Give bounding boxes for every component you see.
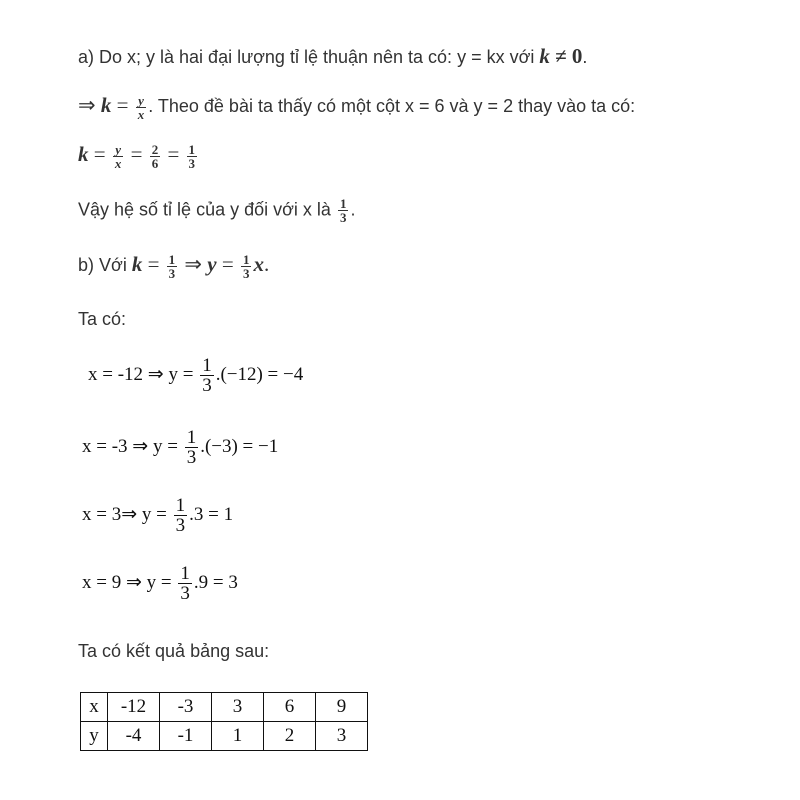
equals: =: [216, 252, 239, 276]
fraction-1-over-3: [178, 564, 192, 603]
calc-line-1: [88, 356, 303, 395]
implies-arrow: ⇒: [179, 252, 208, 276]
calc-prefix: x = -3 ⇒ y =: [82, 435, 183, 457]
part-a-line-1: [78, 44, 740, 69]
denominator: 3: [186, 447, 197, 468]
denominator: x: [137, 106, 145, 121]
fraction-1-over-3: [241, 253, 252, 280]
part-b-line: [78, 252, 269, 280]
y-symbol: y: [207, 252, 217, 276]
part-a-line-3: [78, 142, 199, 170]
k-symbol: k: [78, 142, 89, 166]
fraction-1-over-3: [185, 428, 199, 467]
part-a-conclusion: [78, 197, 355, 224]
numerator: 1: [168, 251, 176, 267]
calc-suffix: .9 = 3: [193, 571, 238, 593]
numerator: y: [113, 143, 124, 157]
fraction-1-over-3: [174, 496, 188, 535]
numerator: y: [136, 94, 147, 108]
result-table: [80, 692, 368, 751]
table-cell: 9: [316, 693, 368, 722]
period: .: [263, 252, 270, 276]
numerator: 1: [339, 196, 347, 211]
calc-line-3: [82, 496, 233, 535]
numerator: 1: [186, 427, 197, 448]
table-cell: -4: [108, 722, 160, 751]
equals: =: [162, 142, 185, 166]
part-a-statement: a) Do x; y là hai đại lượng tỉ lệ thuận nên ta có: y = kx với: [78, 47, 540, 67]
numerator: 2: [151, 141, 159, 157]
denominator: x: [114, 155, 122, 171]
table-cell: 6: [264, 693, 316, 722]
k-symbol: k: [539, 44, 550, 68]
table-cell: 1: [212, 722, 264, 751]
implies-arrow: ⇒: [78, 93, 101, 117]
k-symbol: k: [100, 93, 112, 117]
fraction-1-over-3: [338, 197, 349, 224]
table-row-y: [81, 722, 368, 751]
not-equal-zero: ≠ 0: [549, 44, 583, 68]
denominator: 6: [151, 155, 159, 171]
fraction-y-over-x: [113, 143, 124, 170]
period: .: [350, 199, 356, 220]
calc-prefix: x = 3⇒ y =: [82, 503, 172, 525]
equals: =: [142, 252, 165, 276]
calc-prefix: x = -12 ⇒ y =: [88, 363, 199, 385]
denominator: 3: [175, 515, 186, 536]
table-header-x: x: [81, 693, 108, 722]
equals: =: [125, 142, 148, 166]
calc-line-2: [82, 428, 278, 467]
calc-suffix: .3 = 1: [189, 503, 234, 525]
calc-suffix: .(−12) = −4: [215, 363, 304, 385]
denominator: 3: [180, 583, 190, 604]
table-cell: 2: [264, 722, 316, 751]
fraction-1-over-3: [167, 253, 178, 280]
table-cell: -1: [160, 722, 212, 751]
conclusion-text: Vậy hệ số tỉ lệ của y đối với x là: [78, 199, 336, 220]
fraction-1-over-3: [200, 356, 214, 395]
period: .: [582, 47, 588, 67]
calc-suffix: .(−3) = −1: [200, 435, 279, 457]
equals: =: [88, 142, 111, 166]
fraction-2-over-6: [150, 143, 161, 170]
explanation-text: . Theo đề bài ta thấy có một cột x = 6 và y = 2 thay vào ta có:: [148, 96, 636, 116]
table-cell: 3: [212, 693, 264, 722]
numerator: 1: [242, 251, 250, 267]
table-cell: 3: [316, 722, 368, 751]
fraction-1-over-3: [187, 143, 198, 170]
denominator: 3: [339, 210, 347, 225]
numerator: 1: [180, 563, 190, 584]
table-row-x: [81, 693, 368, 722]
denominator: 3: [168, 265, 176, 281]
k-symbol: k: [131, 252, 143, 276]
fraction-y-over-x: [136, 94, 147, 121]
calc-prefix: x = 9 ⇒ y =: [82, 571, 177, 593]
denominator: 3: [188, 155, 196, 171]
denominator: 3: [242, 265, 250, 281]
ta-co-heading: Ta có:: [78, 309, 127, 329]
table-header-y: y: [81, 722, 108, 751]
numerator: 1: [202, 355, 212, 376]
numerator: 1: [175, 495, 186, 516]
x-symbol: x: [253, 252, 264, 276]
part-a-line-2: [78, 93, 740, 121]
result-intro: Ta có kết quả bảng sau:: [78, 641, 270, 661]
numerator: 1: [188, 141, 196, 157]
equals: =: [111, 93, 134, 117]
part-b-label: b) Với: [78, 255, 132, 275]
table-cell: -3: [160, 693, 212, 722]
table-cell: -12: [108, 693, 160, 722]
denominator: 3: [202, 375, 212, 396]
calc-line-4: [82, 564, 238, 603]
